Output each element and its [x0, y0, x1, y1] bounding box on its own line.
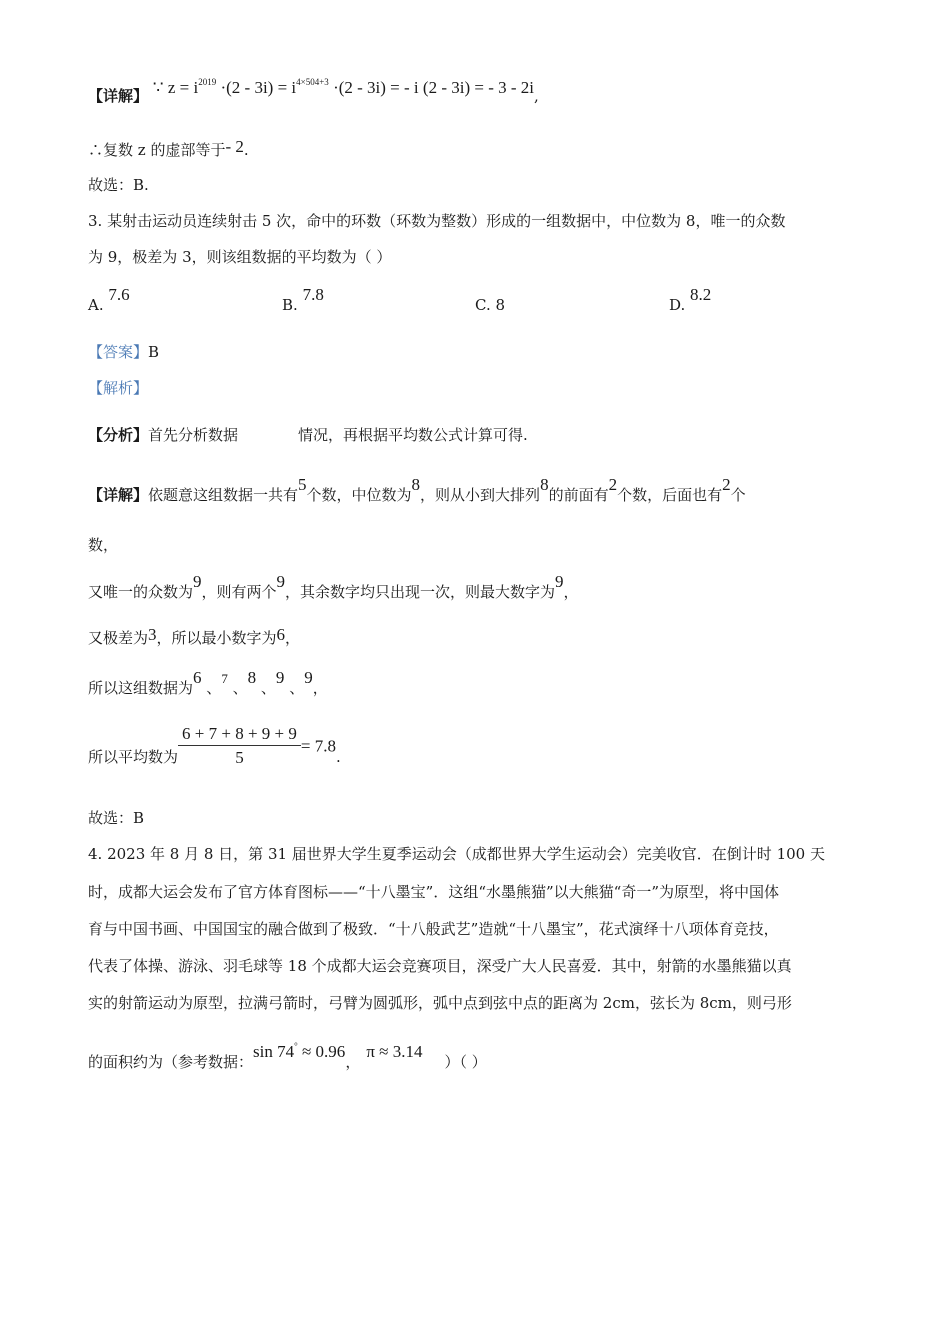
- detail2-line-3: 又唯一的众数为9，则有两个9，其余数字均只出现一次，则最大数字为9，: [88, 572, 579, 601]
- sin-reference: sin 74° ≈ 0.96: [253, 1041, 346, 1061]
- q4-line-4: 代表了体操、游泳、羽毛球等 18 个成都大运会竞赛项目，深受广大人民喜爱．其中，射箭的水墨熊猫以真: [88, 957, 792, 975]
- option-b: B. 7.8: [282, 285, 324, 314]
- data-value: 9: [275, 668, 285, 687]
- analysis-label: 【解析】: [88, 379, 149, 397]
- detail-line-1: 【详解】 ∵ $z = i^{2019} \cdot(2 - 3i) = i^{4\times 504+3} \cdot(2 - 3i)$ = - i (2 - 3i) = - 3 - 2i,: [88, 77, 539, 105]
- data-value: 9: [304, 668, 313, 687]
- therefore-line: ∴复数 z 的虚部等于- 2.: [88, 137, 249, 159]
- fenxi-line: 【分析】首先分析数据 情况，再根据平均数公式计算可得.: [88, 426, 528, 444]
- choose-line-1: 故选：B.: [88, 176, 149, 194]
- pi-reference: π ≈ 3.14: [366, 1042, 423, 1061]
- detail2-line-6: 所以平均数为 $\frac{6 + 7 + 8 + 9 + 9}{5}$ = 7.8.: [88, 723, 341, 770]
- detail-label: 【详解】: [88, 87, 149, 105]
- q4-line-2: 时，成都大运会发布了官方体育图标——“十八墨宝”．这组“水墨熊猫”以大熊猫“奇一”为原型，将中国体: [88, 883, 780, 901]
- data-value: 6: [193, 668, 202, 687]
- q4-line-1: 4. 2023 年 8 月 8 日，第 31 届世界大学生夏季运动会（成都世界大学生运动会）完美收官．在倒计时 100 天: [88, 845, 825, 863]
- choose-line-2: 故选：B: [88, 809, 145, 827]
- q3-line-1: 3. 某射击运动员连续射击 5 次，命中的环数（环数为整数）形成的一组数据中，中位数为 8，唯一的众数: [88, 212, 786, 230]
- complex-formula: ∵ $z = i^{2019} \cdot(2 - 3i) = i^{4\times 504+3} \cdot(2 - 3i)$ = - i (2 - 3i) = - 3 - 2i: [152, 77, 534, 97]
- answer-line: 【答案】B: [88, 343, 160, 361]
- detail2-line-1: 【详解】依题意这组数据一共有5个数，中位数为8，则从小到大排列8的前面有2个数，后面也有2个: [88, 475, 746, 504]
- detail2-line-4: 又极差为3，所以最小数字为6，: [88, 625, 301, 647]
- detail2-line-2: 数，: [88, 536, 119, 554]
- detail2-line-5: 所以这组数据为6 、7 、8 、9 、9，: [88, 668, 328, 697]
- option-a: A. 7.6: [88, 285, 130, 314]
- q4-line-3: 育与中国书画、中国国宝的融合做到了极致．“十八般武艺”造就“十八墨宝”，花式演绎十八项体育竞技，: [88, 920, 779, 938]
- data-value: 7: [221, 671, 228, 686]
- q4-line-5: 实的射箭运动为原型，拉满弓箭时，弓臂为圆弧形，弧中点到弦中点的距离为 2cm，弦长为 8cm，则弓形: [88, 994, 792, 1012]
- average-fraction: $\frac{6 + 7 + 8 + 9 + 9}{5}$: [178, 723, 301, 770]
- option-c: C. 8: [475, 296, 506, 314]
- q4-line-6: 的面积约为（参考数据：sin 74° ≈ 0.96，π ≈ 3.14）（ ）: [88, 1041, 487, 1071]
- data-value: 8: [247, 668, 257, 687]
- q3-line-2: 为 9，极差为 3，则该组数据的平均数为（ ）: [88, 248, 392, 266]
- option-d: D. 8.2: [669, 285, 712, 314]
